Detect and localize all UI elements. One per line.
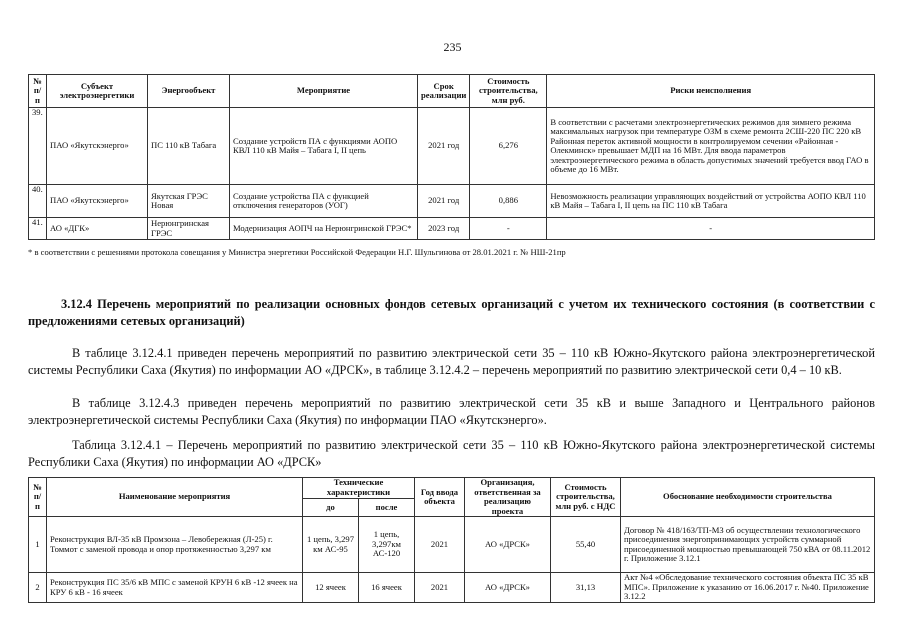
table-cell: Реконструкция ПС 35/6 кВ МПС с заменой КРУН 6 кВ -12 ячеек на КРУ 6 кВ - 16 ячеек xyxy=(47,573,303,603)
paragraph: В таблице 3.12.4.3 приведен перечень мероприятий по развитию электрической сети 35 кВ и выше Западного и Центрального районов электроэнергетической системы Республики Саха (Якутия) по информации ПАО «Якутскэнерго». xyxy=(28,396,875,427)
table-cell: 40. xyxy=(29,185,47,218)
table-row xyxy=(29,573,875,603)
table-cell: 2021 xyxy=(415,573,465,603)
column-header: Субъект электроэнергетики xyxy=(47,75,148,108)
table-cell: 2021 год xyxy=(418,185,470,218)
table-cell: 0,886 xyxy=(470,185,547,218)
page-number: 235 xyxy=(443,40,462,54)
table-header-row xyxy=(29,75,875,108)
table-cell: 31,13 xyxy=(551,573,621,603)
table-cell: 2021 xyxy=(415,517,465,573)
risk-table xyxy=(28,74,875,240)
table-row xyxy=(29,185,875,218)
table-cell: Нерюнгринская ГРЭС xyxy=(148,218,230,240)
measures-table xyxy=(28,477,875,603)
table-cell: 6,276 xyxy=(470,108,547,185)
table-cell: 2021 год xyxy=(418,108,470,185)
table-cell: Договор № 418/16З/ТП-МЗ об осуществлении технологического присоединения энергопринимающих устройств суммарной присоединенной мощностью превышающей 750 кВА от 08.11.2012 г. Приложение 3.12.1 xyxy=(621,517,875,573)
table-cell: - xyxy=(547,218,875,240)
table-cell: 55,40 xyxy=(551,517,621,573)
table-cell: АО «ДРСК» xyxy=(465,517,551,573)
table-cell: Невозможность реализации управляющих воздействий от устройства АОПО КВЛ 110 кВ Майя – Табага I, II цепь на ПС 110 кВ Табага xyxy=(547,185,875,218)
table-cell: Создание устройства ПА с функцией отключения генераторов (УОГ) xyxy=(230,185,418,218)
table-cell: Реконструкция ВЛ-35 кВ Промзона – Левобережная (Л-25) г. Томмот с заменой провода и опор протяженностью 3,297 км xyxy=(47,517,303,573)
column-header: Технические характеристики xyxy=(303,478,415,499)
table-cell: АО «ДРСК» xyxy=(465,573,551,603)
column-header: после xyxy=(359,498,415,516)
table-cell: 16 ячеек xyxy=(359,573,415,603)
table-cell: АО «ДГК» xyxy=(47,218,148,240)
table-cell: Модернизация АОПЧ на Нерюнгринской ГРЭС* xyxy=(230,218,418,240)
column-header: Энергообъект xyxy=(148,75,230,108)
section-heading: 3.12.4 Перечень мероприятий по реализации основных фондов сетевых организаций с учетом их технического состояния (в соответствии с предложениями сетевых организаций) xyxy=(28,297,875,328)
table-row xyxy=(29,218,875,240)
column-header: Стоимость строительства, млн руб. xyxy=(470,75,547,108)
table-row xyxy=(29,108,875,185)
column-header: Стоимость строительства, млн руб. с НДС xyxy=(551,478,621,517)
table-cell: В соответствии с расчетами электроэнергетических режимов для зимнего режима максимальных нагрузок при температуре ОЗМ в схеме ремонта 2СШ-220 ПС 220 кВ Районная переток активной мощности в контролируемом сечении «Районная - Олекминск» превышает МДП на 16 МВт. Для ввода параметров электроэнергетического режима в область допустимых значений требуется ввод ГАО в объеме до 16 МВт. xyxy=(547,108,875,185)
column-header: № п/п xyxy=(29,478,47,517)
column-header: Мероприятие xyxy=(230,75,418,108)
column-header: Риски неисполнения xyxy=(547,75,875,108)
table-cell: 1 цепь, 3,297 км АС-95 xyxy=(303,517,359,573)
table-cell: ПАО «Якутскэнерго» xyxy=(47,108,148,185)
table-header-row xyxy=(29,478,875,499)
column-header: Год ввода объекта xyxy=(415,478,465,517)
column-header: Наименование мероприятия xyxy=(47,478,303,517)
column-header: № п/п xyxy=(29,75,47,108)
table-cell: 1 цепь, 3,297км АС-120 xyxy=(359,517,415,573)
table-cell: Создание устройств ПА с функциями АОПО КВЛ 110 кВ Майя – Табага I, II цепь xyxy=(230,108,418,185)
column-header: Организация, ответственная за реализацию проекта xyxy=(465,478,551,517)
paragraph: В таблице 3.12.4.1 приведен перечень мероприятий по развитию электрической сети 35 – 110 кВ Южно-Якутского района электроэнергетической системы Республики Саха (Якутия) по информации АО «ДРСК», в таблице 3.12.4.2 – перечень мероприятий по развитию электрической сети 0,4 – 10 кВ. xyxy=(28,346,875,377)
table-cell: Якутская ГРЭС Новая xyxy=(148,185,230,218)
footnote: * в соответствии с решениями протокола совещания у Министра энергетики Российской Федерации Н.Г. Шульгинова от 28.01.2021 г. № НШ-21пр xyxy=(28,247,566,257)
table-row xyxy=(29,517,875,573)
table-cell: ПС 110 кВ Табага xyxy=(148,108,230,185)
table-cell: 2023 год xyxy=(418,218,470,240)
table-cell: 41. xyxy=(29,218,47,240)
table-cell: 12 ячеек xyxy=(303,573,359,603)
table-cell: ПАО «Якутскэнерго» xyxy=(47,185,148,218)
column-header: до xyxy=(303,498,359,516)
table-cell: 39. xyxy=(29,108,47,185)
table-cell: - xyxy=(470,218,547,240)
table-cell: Акт №4 «Обследование технического состояния объекта ПС 35 кВ МПС». Приложение к указанию от 16.06.2017 г. №40. Приложение 3.12.2 xyxy=(621,573,875,603)
column-header: Обоснование необходимости строительства xyxy=(621,478,875,517)
table-cell: 2 xyxy=(29,573,47,603)
column-header: Срок реализации xyxy=(418,75,470,108)
table-caption: Таблица 3.12.4.1 – Перечень мероприятий по развитию электрической сети 35 – 110 кВ Южно-Якутского района электроэнергетической системы Республики Саха (Якутия) по информации АО «ДРСК» xyxy=(28,438,875,469)
table-cell: 1 xyxy=(29,517,47,573)
